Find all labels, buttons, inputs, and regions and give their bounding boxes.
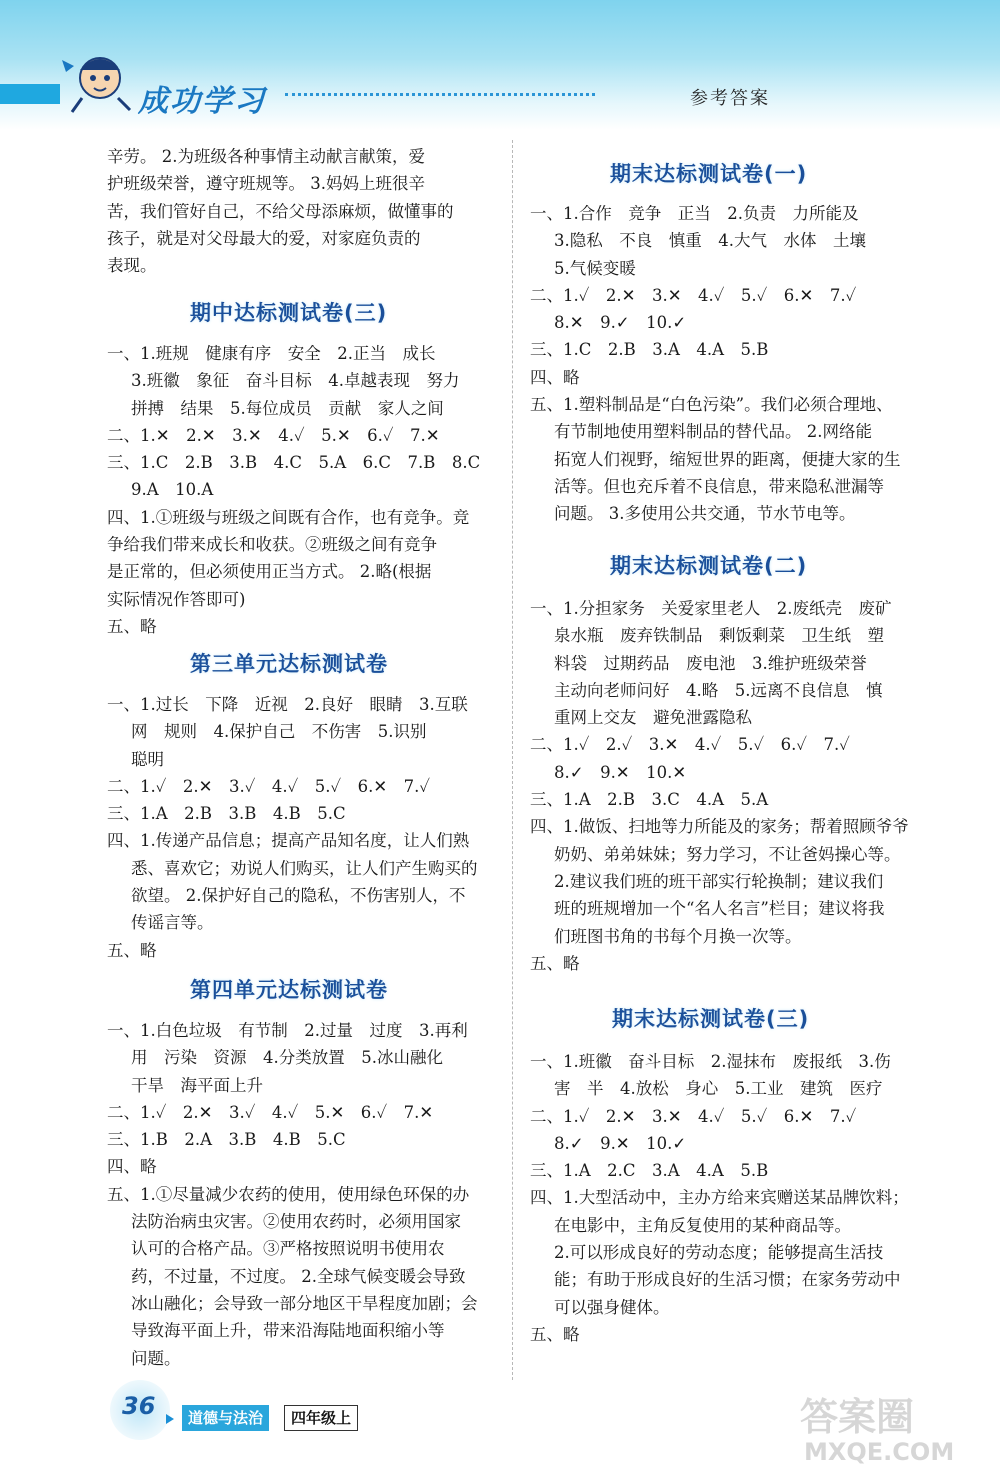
page-title: 参考答案 bbox=[690, 88, 770, 109]
answer-line: 四、略 bbox=[530, 367, 580, 387]
answer-line: 护班级荣誉，遵守班规等。 3.妈妈上班很辛 bbox=[107, 174, 425, 194]
answer-line: 拓宽人们视野，缩短世界的距离，便捷大家的生 bbox=[554, 449, 901, 469]
answer-line: 一、1.班规 健康有序 安全 2.正当 成长 bbox=[107, 344, 436, 363]
answer-line: 四、1.①班级与班级之间既有合作，也有竞争。竞 bbox=[107, 507, 470, 527]
section-body-final-3 bbox=[530, 1048, 930, 1348]
answer-line: 一、1.班徽 奋斗目标 2.湿抹布 废报纸 3.伤 bbox=[530, 1052, 891, 1071]
answer-line: 网 规则 4.保护自己 不伤害 5.识别 bbox=[131, 722, 427, 742]
answer-line: 可以强身健体。 bbox=[554, 1297, 670, 1317]
answer-line: 药，不过量，不过度。 2.全球气候变暖会导致 bbox=[131, 1266, 466, 1286]
section-title-midterm-3: 期中达标测试卷(三) bbox=[190, 301, 388, 325]
answer-line: 表现。 bbox=[107, 256, 157, 276]
answer-line: 8.✕ 9.✓ 10.✓ bbox=[554, 313, 687, 333]
answer-line: 主动向老师问好 4.略 5.远离不良信息 慎 bbox=[554, 680, 883, 700]
svg-text:答案圈: 答案圈 bbox=[800, 1395, 915, 1439]
section-body-midterm-3 bbox=[107, 340, 497, 640]
answer-line: 们班图书角的书每个月换一次等。 bbox=[554, 926, 802, 946]
answer-line: 法防治病虫灾害。②使用农药时，必须用国家 bbox=[131, 1212, 461, 1232]
answer-line: 一、1.白色垃圾 有节制 2.过量 过度 3.再利 bbox=[107, 1021, 468, 1040]
answer-line: 三、1.A 2.B 3.C 4.A 5.A bbox=[530, 790, 769, 810]
answer-line: 争给我们带来成长和收获。②班级之间有竞争 bbox=[107, 535, 437, 555]
svg-text:MXQE.COM: MXQE.COM bbox=[804, 1438, 955, 1466]
answer-line: 一、1.合作 竞争 正当 2.负责 力所能及 bbox=[530, 204, 859, 223]
answer-line: 传谣言等。 bbox=[131, 913, 214, 933]
answer-line: 四、略 bbox=[107, 1157, 157, 1177]
answer-line: 3.隐私 不良 慎重 4.大气 水体 土壤 bbox=[554, 231, 866, 251]
answer-line: 泉水瓶 废弃铁制品 剩饭剩菜 卫生纸 塑 bbox=[554, 626, 884, 646]
answer-line: 四、1.做饭、扫地等力所能及的家务；帮着照顾爷爷 bbox=[530, 817, 909, 837]
answer-line: 五、略 bbox=[530, 1324, 580, 1344]
answer-line: 五、1.塑料制品是“白色污染”。我们必须合理地、 bbox=[530, 395, 893, 415]
answer-line: 问题。 3.多使用公共交通，节水节电等。 bbox=[554, 504, 856, 524]
answer-line: 认可的合格产品。③严格按照说明书使用农 bbox=[131, 1239, 445, 1259]
answer-line: 五、略 bbox=[107, 616, 157, 636]
answer-line: 在电影中，主角反复使用的某种商品等。 bbox=[554, 1215, 851, 1235]
answer-line: 一、1.过长 下降 近视 2.良好 眼睛 3.互联 bbox=[107, 695, 468, 714]
section-body-unit-4 bbox=[107, 1017, 497, 1372]
answer-line: 拼搏 结果 5.每位成员 贡献 家人之间 bbox=[131, 398, 444, 418]
answer-line: 3.班徽 象征 奋斗目标 4.卓越表现 努力 bbox=[131, 371, 460, 391]
mascot-icon bbox=[52, 40, 142, 120]
section-body-final-2 bbox=[530, 595, 930, 977]
answer-line: 干旱 海平面上升 bbox=[131, 1075, 263, 1095]
answer-line: 三、1.B 2.A 3.B 4.B 5.C bbox=[107, 1130, 346, 1150]
watermark-logo bbox=[790, 1388, 990, 1468]
answer-line: 奶奶、弟弟妹妹；努力学习，不让爸妈操心等。 bbox=[554, 844, 901, 864]
answer-line: 四、1.大型活动中，主办方给来宾赠送某品牌饮料； bbox=[530, 1188, 909, 1208]
grade-label: 四年级上 bbox=[284, 1405, 358, 1431]
answer-line: 五、略 bbox=[530, 953, 580, 973]
column-divider bbox=[512, 140, 513, 1380]
section-title-final-2: 期末达标测试卷(二) bbox=[610, 554, 808, 578]
section-title-unit-3: 第三单元达标测试卷 bbox=[190, 652, 388, 676]
answer-line: 是正常的，但必须使用正当方式。 2.略(根据 bbox=[107, 562, 432, 582]
section-body-unit-3 bbox=[107, 691, 497, 964]
answer-line: 三、1.A 2.B 3.B 4.B 5.C bbox=[107, 804, 346, 824]
answer-line: 一、1.分担家务 关爱家里老人 2.废纸壳 废矿 bbox=[530, 599, 892, 618]
subject-label: 道德与法治 bbox=[182, 1405, 269, 1431]
left-intro-text bbox=[107, 143, 497, 279]
answer-line: 二、1.✕ 2.✕ 3.✕ 4.✓ 5.✕ 6.✓ 7.✕ bbox=[107, 425, 440, 445]
answer-line: 三、1.C 2.B 3.A 4.A 5.B bbox=[530, 340, 769, 360]
answer-line: 二、1.✓ 2.✕ 3.✕ 4.✓ 5.✓ 6.✕ 7.✓ bbox=[530, 285, 857, 305]
section-title-final-3: 期末达标测试卷(三) bbox=[612, 1007, 810, 1031]
header-accent-bar bbox=[0, 84, 60, 104]
section-body-final-1 bbox=[530, 200, 930, 528]
answer-line: 导致海平面上升，带来沿海陆地面积缩小等 bbox=[131, 1321, 445, 1341]
answer-line: 五、1.①尽量减少农药的使用，使用绿色环保的办 bbox=[107, 1184, 470, 1204]
answer-line: 二、1.✓ 2.✕ 3.✓ 4.✓ 5.✓ 6.✕ 7.✓ bbox=[107, 776, 431, 796]
answer-line: 实际情况作答即可) bbox=[107, 589, 246, 609]
answer-line: 8.✓ 9.✕ 10.✕ bbox=[554, 762, 687, 782]
answer-line: 活等。但也充斥着不良信息，带来隐私泄漏等 bbox=[554, 476, 884, 496]
answer-line: 四、1.传递产品信息；提高产品知名度，让人们熟 bbox=[107, 831, 470, 851]
answer-line: 班的班规增加一个“名人名言”栏目；建议将我 bbox=[554, 899, 885, 919]
answer-line: 8.✓ 9.✕ 10.✓ bbox=[554, 1133, 687, 1153]
answer-line: 欲望。 2.保护好自己的隐私，不伤害别人，不 bbox=[131, 886, 466, 906]
answer-line: 用 污染 资源 4.分类放置 5.冰山融化 bbox=[131, 1048, 443, 1068]
answer-line: 五、略 bbox=[107, 940, 157, 960]
answer-line: 2.建议我们班的班干部实行轮换制；建议我们 bbox=[554, 871, 884, 891]
answer-line: 二、1.✓ 2.✕ 3.✓ 4.✓ 5.✕ 6.✓ 7.✕ bbox=[107, 1102, 434, 1122]
answer-line: 2.可以形成良好的劳动态度；能够提高生活技 bbox=[554, 1243, 884, 1263]
answer-line: 冰山融化；会导致一部分地区干旱程度加剧；会 bbox=[131, 1293, 478, 1313]
answer-line: 有节制地使用塑料制品的替代品。 2.网络能 bbox=[554, 422, 872, 442]
answer-line: 辛劳。 2.为班级各种事情主动献言献策，爱 bbox=[107, 147, 425, 166]
brand-logo: 成功学习 bbox=[138, 84, 266, 119]
answer-line: 二、1.✓ 2.✓ 3.✕ 4.✓ 5.✓ 6.✓ 7.✓ bbox=[530, 735, 850, 755]
answer-line: 重网上交友 避免泄露隐私 bbox=[554, 708, 752, 728]
arrow-right-icon bbox=[166, 1414, 174, 1424]
section-title-final-1: 期末达标测试卷(一) bbox=[610, 162, 808, 186]
answer-line: 三、1.A 2.C 3.A 4.A 5.B bbox=[530, 1161, 769, 1181]
header-dotted-line bbox=[285, 93, 595, 98]
answer-line: 料袋 过期药品 废电池 3.维护班级荣誉 bbox=[554, 653, 867, 673]
answer-line: 聪明 bbox=[131, 749, 164, 769]
answer-line: 二、1.✓ 2.✕ 3.✕ 4.✓ 5.✓ 6.✕ 7.✓ bbox=[530, 1106, 857, 1126]
answer-line: 问题。 bbox=[131, 1348, 181, 1368]
answer-line: 9.A 10.A bbox=[131, 480, 214, 500]
answer-line: 悉、喜欢它；劝说人们购买，让人们产生购买的 bbox=[131, 858, 478, 878]
page-number: 36 bbox=[122, 1392, 156, 1420]
answer-line: 孩子，就是对父母最大的爱，对家庭负责的 bbox=[107, 228, 421, 248]
answer-line: 能；有助于形成良好的生活习惯；在家务劳动中 bbox=[554, 1270, 901, 1290]
section-title-unit-4: 第四单元达标测试卷 bbox=[190, 978, 388, 1002]
answer-line: 苦，我们管好自己，不给父母添麻烦，做懂事的 bbox=[107, 201, 454, 221]
answer-line: 害 半 4.放松 身心 5.工业 建筑 医疗 bbox=[554, 1079, 883, 1099]
answer-line: 三、1.C 2.B 3.B 4.C 5.A 6.C 7.B 8.C bbox=[107, 453, 481, 473]
answer-line: 5.气候变暖 bbox=[554, 258, 636, 278]
